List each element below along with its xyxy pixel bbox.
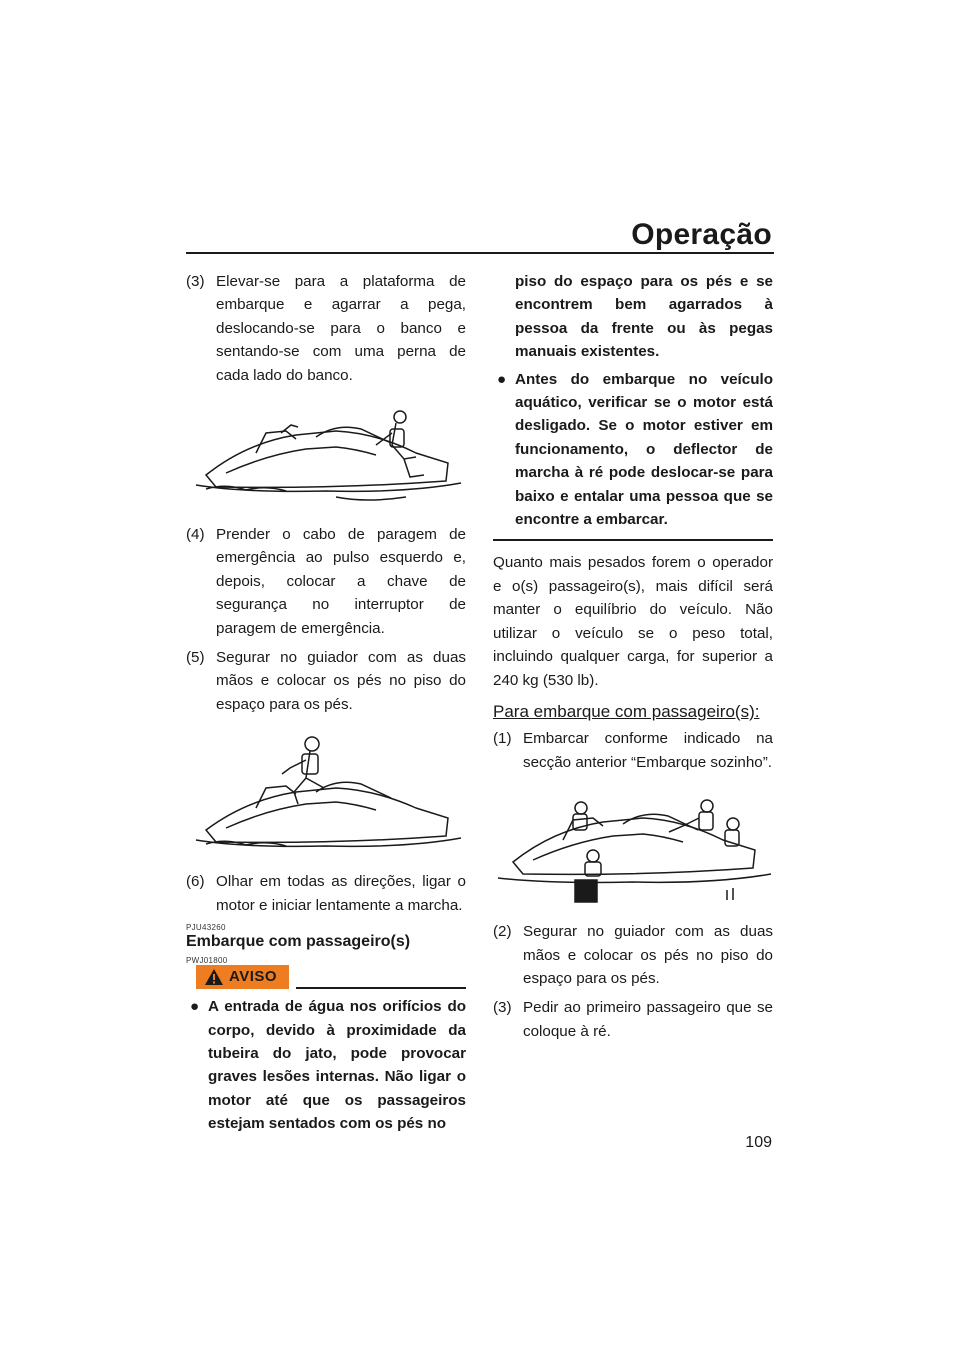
- illustration-rider-seated: [186, 722, 466, 870]
- step-number: (5): [186, 649, 205, 667]
- step-text: Prender o cabo de paragem de emergência ao pulso esquerdo e, depois, colocar a chave de segurança no interruptor de paragem de emergência.: [216, 526, 466, 637]
- illustration-boarding-from-rear: [186, 393, 466, 523]
- step-text: Segurar no guiador com as duas mãos e colocar os pés no piso do espaço para os pés.: [216, 649, 466, 713]
- bullet-text: piso do espaço para os pés e se encontrem bem agarrados à pessoa da frente ou às pegas manuais existentes.: [515, 273, 773, 361]
- section-heading: Embarque com passageiro(s): [186, 933, 411, 951]
- step-3-left: [186, 270, 466, 387]
- step-5-left: [186, 646, 466, 716]
- step-1-right: [493, 727, 773, 774]
- step-number: (4): [186, 526, 205, 544]
- left-column: [186, 270, 466, 1136]
- warning-triangle-icon: [204, 968, 224, 986]
- page-number: 109: [745, 1134, 772, 1151]
- warning-badge: [196, 965, 289, 989]
- warning-bullet-1: [186, 995, 466, 1135]
- warning-bullet-2: [493, 368, 773, 532]
- step-number: (2): [493, 923, 512, 941]
- step-number: (6): [186, 873, 205, 891]
- step-4-left: [186, 523, 466, 640]
- warning-end-rule: [493, 539, 773, 541]
- bullet-text: Antes do embarque no veículo aquático, verificar se o motor está desligado. Se o motor estiver em funcionamento, o deflector de marcha à ré pode deslocar-se para baixo e entalar uma pessoa que se encontre a embarcar.: [515, 370, 773, 529]
- bullet-icon: ●: [497, 370, 507, 388]
- step-text: Embarcar conforme indicado na secção anterior “Embarque sozinho”.: [523, 730, 773, 771]
- warning-label: AVISO: [229, 968, 278, 986]
- warning-header: [186, 965, 466, 989]
- step-text: Olhar em todas as direções, ligar o motor e iniciar lentamente a marcha.: [216, 873, 466, 914]
- step-3-right: [493, 996, 773, 1043]
- step-text: Elevar-se para a plataforma de embarque e agarrar a pega, deslocando-se para o banco e sentando-se com uma perna de cada lado do banco.: [216, 273, 466, 384]
- weight-paragraph: Quanto mais pesados forem o operador e o(s) passageiro(s), mais difícil será manter o equilíbrio do veículo. Não utilizar o veículo se o peso total, incluindo qualquer carga, for superior a 240 kg (530 lb).: [493, 554, 773, 689]
- step-6-left: [186, 870, 466, 917]
- step-2-right: [493, 920, 773, 990]
- bullet-text: A entrada de água nos orifícios do corpo, devido à proximidade da tubeira do jato, pode provocar graves lesões internas. Não ligar o motor até que os passageiros estejam sentados com os pés no: [208, 998, 466, 1133]
- header-rule: [186, 252, 774, 254]
- warning-bullet-1-continued: [493, 270, 773, 364]
- right-column: [493, 270, 773, 1049]
- warning-code: PWJ01800: [186, 956, 228, 966]
- step-number: (3): [493, 999, 512, 1017]
- step-number: (1): [493, 730, 512, 748]
- bullet-icon: ●: [190, 998, 200, 1016]
- page-title: Operação: [631, 218, 772, 251]
- step-text: Segurar no guiador com as duas mãos e colocar os pés no piso do espaço para os pés.: [523, 923, 773, 987]
- illustration-passenger-boarding: [493, 780, 773, 920]
- section-code: PJU43260: [186, 923, 226, 933]
- subheading: Para embarque com passageiro(s):: [493, 701, 760, 721]
- warning-rule: [296, 987, 466, 989]
- step-number: (3): [186, 273, 205, 290]
- step-text: Pedir ao primeiro passageiro que se coloque à ré.: [523, 999, 773, 1040]
